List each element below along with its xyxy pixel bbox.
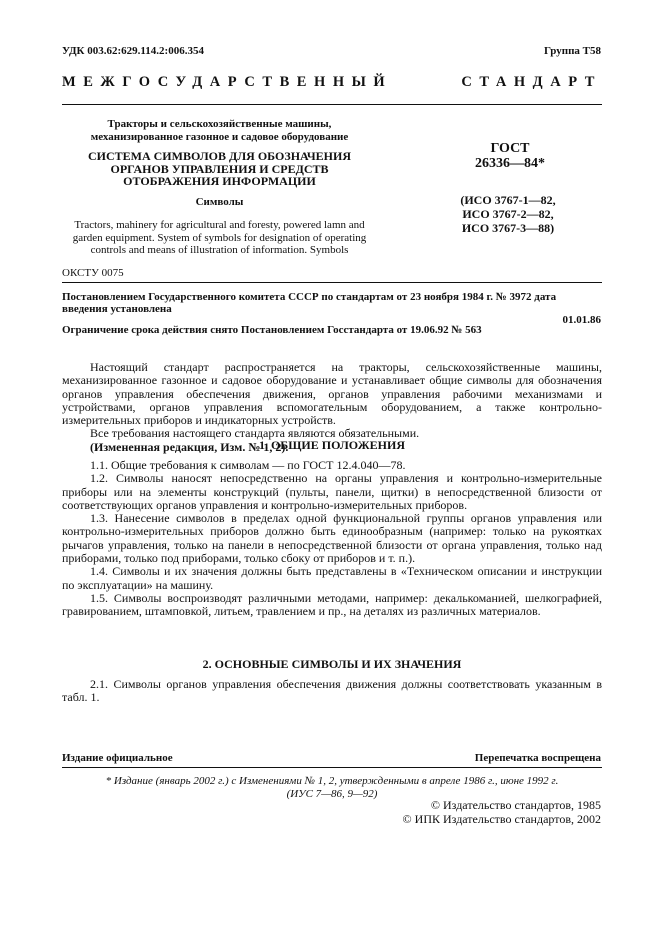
subject-line: Тракторы и сельскохозяйственные машины, (107, 118, 332, 130)
introduction-date: 01.01.86 (562, 314, 601, 326)
limitation-note: Ограничение срока действия снято Постановлением Госстандарта от 19.06.92 № 563 (62, 324, 482, 336)
copyright-line: © ИПК Издательство стандартов, 2002 (402, 812, 601, 826)
english-title-line: garden equipment. System of symbols for designation of operating (72, 231, 367, 244)
iso-reference: ИСО 3767-3—88) (461, 221, 555, 235)
paragraph: 1.2. Символы наносят непосредственно на органы управления и контрольно-измерительные приборы или на элементы конструкций (пульты, панели, щитки) в непосредственной близости от соответствующих органов управления и контрольно-измерительных приборов. (62, 471, 602, 512)
english-title-line: Tractors, mahinery for agricultural and foresty, powered lamn and (74, 219, 365, 231)
iso-reference: ИСО 3767-2—82, (462, 207, 554, 221)
banner-rule (62, 104, 602, 105)
paragraph: Настоящий стандарт распространяется на тракторы, сельскохозяйственные машины, механизированное газонное и садовое оборудование и устанавливает общие символы для обозначения органов управления обеспечения движения, органов управления рабочими механизмами и устройствами, органов управления вспомогательным оборудованием, а также контрольно-измерительных приборов и индикаторных устройств. (62, 360, 602, 428)
standard-banner (62, 74, 602, 91)
subject-line: механизированное газонное и садовое оборудование (90, 130, 349, 143)
iso-reference: (ИСО 3767-1—82, (460, 193, 556, 207)
paragraph: 1.3. Нанесение символов в пределах одной функциональной группы органов управления или контрольно-измерительных приборов должно быть единообразным (например: только на рукоятках рычагов управления, только на панели в непосредственной близости от органа управления, только над приборами, только под приборами, только сбоку от приборов и т. п.). (62, 511, 602, 566)
section-heading: 1. ОБЩИЕ ПОЛОЖЕНИЯ (258, 438, 406, 452)
title-line: ОРГАНОВ УПРАВЛЕНИЯ И СРЕДСТВ (110, 161, 329, 176)
paragraph: 2.1. Символы органов управления обеспечения движения должны соответствовать указанным в табл. 1. (62, 677, 602, 705)
paragraph: (Измененная редакция, Изм. № 1, 2). (90, 439, 289, 454)
gost-label: ГОСТ (490, 141, 530, 156)
udk-code: УДК 003.62:629.114.2:006.354 (62, 45, 204, 57)
gost-number: 26336—84* (475, 156, 545, 171)
section-2-text (62, 678, 602, 705)
document-subtitle: Символы (195, 196, 244, 208)
section-1-text (62, 459, 602, 619)
banner-word-standard: СТАНДАРТ (461, 74, 602, 90)
section-heading: 2. ОСНОВНЫЕ СИМВОЛЫ И ИХ ЗНАЧЕНИЯ (202, 657, 462, 671)
subject-area (62, 118, 377, 143)
adoption-decree: Постановлением Государственного комитета СССР по стандартам от 23 ноября 1984 г. № 3972 дата введения установлена (62, 291, 557, 315)
copyright-block (403, 798, 601, 826)
copyright-line: © Издательство стандартов, 1985 (430, 798, 601, 812)
iso-references (438, 193, 578, 235)
paragraph: Все требования настоящего стандарта являются обязательными. (90, 426, 420, 441)
title-line: ОТОБРАЖЕНИЯ ИНФОРМАЦИИ (123, 174, 316, 188)
banner-word-interstate: МЕЖГОСУДАРСТВЕННЫЙ (62, 74, 393, 90)
footnote-line: (ИУС 7—86, 9—92) (286, 788, 378, 800)
paragraph: 1.5. Символы воспроизводят различными методами, например: декалькоманией, шелкографией, гравированием, штамповкой, литьем, травлением и пр., на деталях из различных материалов. (62, 590, 602, 619)
gost-designation (450, 141, 570, 171)
okstu-rule (62, 282, 602, 283)
group-code: Группа Т58 (543, 45, 601, 57)
english-title (62, 219, 377, 257)
reprint-prohibited: Перепечатка воспрещена (474, 752, 601, 764)
paragraph: 1.4. Символы и их значения должны быть представлены в «Техническом описании и инструкции по эксплуатации» на машину. (62, 564, 602, 592)
okstu-code: ОКСТУ 0075 (62, 267, 124, 279)
paragraph: 1.1. Общие требования к символам — по ГОСТ 12.4.040—78. (90, 458, 406, 472)
document-title (62, 150, 377, 188)
title-line: СИСТЕМА СИМВОЛОВ ДЛЯ ОБОЗНАЧЕНИЯ (87, 149, 352, 163)
official-edition: Издание официальное (62, 752, 173, 764)
footer-rule (62, 767, 602, 768)
footnote-line: * Издание (январь 2002 г.) с Изменениями № 1, 2, утвержденными в апреле 1986 г., июне 1992 г. (105, 775, 559, 787)
english-title-line: controls and means of illustration of information. Symbols (90, 244, 349, 256)
